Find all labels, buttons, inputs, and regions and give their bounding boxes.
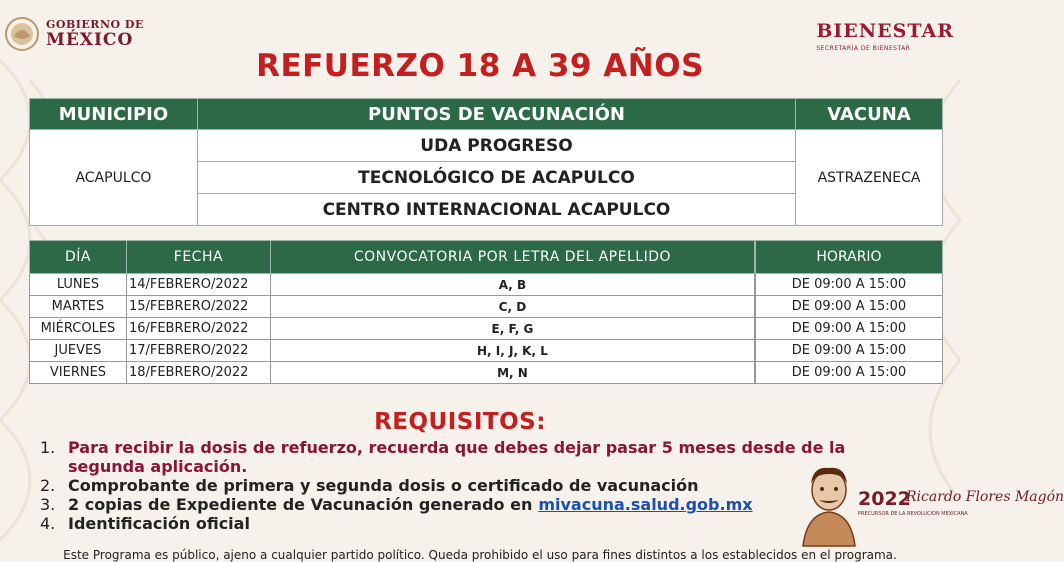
dia-cell: VIERNES [30,362,127,384]
year-text: 2022 [858,488,911,510]
mexico-seal-icon [4,16,40,52]
header-vacuna: VACUNA [796,99,943,130]
year-logo [858,488,1064,517]
header-puntos: PUNTOS DE VACUNACIÓN [197,99,795,130]
horario-cell: DE 09:00 A 15:00 [756,340,943,362]
punto-cell: TECNOLÓGICO DE ACAPULCO [197,162,795,194]
footer-disclaimer: Este Programa es público, ajeno a cualquier partido político. Queda prohibido el uso para fines distintos a los establecidos en el programa. [63,548,897,562]
punto-cell: UDA PROGRESO [197,130,795,162]
table-row [30,296,755,318]
schedule-header-row [30,241,755,274]
dia-cell: JUEVES [30,340,127,362]
horario-table [755,240,943,384]
item-number: 2. [40,476,56,495]
table-row [30,274,755,296]
header-fecha: FECHA [126,241,270,274]
header-dia: DÍA [30,241,127,274]
requisitos-title: REQUISITOS: [374,409,546,435]
horario-cell: DE 09:00 A 15:00 [756,318,943,340]
horario-header-row [756,241,943,274]
municipio-cell: ACAPULCO [30,130,198,226]
table-row [756,340,943,362]
table-row [30,340,755,362]
letras-cell: H, I, J, K, L [270,340,754,362]
horario-cell: DE 09:00 A 15:00 [756,296,943,318]
list-item [40,495,845,514]
flores-sub: PRECURSOR DE LA REVOLUCIÓN MEXICANA [858,511,968,517]
flores-name: Ricardo Flores Magón [906,489,1064,505]
bienestar-sub: SECRETARÍA DE BIENESTAR [816,45,911,52]
dia-cell: MARTES [30,296,127,318]
list-item [40,514,845,533]
dia-cell: LUNES [30,274,127,296]
horario-cell: DE 09:00 A 15:00 [756,274,943,296]
item-number: 3. [40,495,56,514]
fecha-cell: 14/FEBRERO/2022 [126,274,270,296]
table-row [30,362,755,384]
header-convocatoria: CONVOCATORIA POR LETRA DEL APELLIDO [270,241,754,274]
item-text: 2 copias de Expediente de Vacunación generado en [68,495,533,514]
page-title: REFUERZO 18 A 39 AÑOS [256,48,704,84]
sites-header-row [30,99,943,130]
table-row [756,362,943,384]
gobierno-mexico-logo [4,16,144,52]
table-row [756,296,943,318]
item-text: Identificación oficial [68,514,250,533]
vacuna-cell: ASTRAZENECA [796,130,943,226]
schedule-table [29,240,755,384]
item-number: 4. [40,514,56,533]
fecha-cell: 17/FEBRERO/2022 [126,340,270,362]
item-text-continued: segunda aplicación. [68,457,248,476]
sites-table [29,98,943,226]
header-municipio: MUNICIPIO [30,99,198,130]
table-row [30,130,943,162]
portrait-icon [797,462,861,546]
fecha-cell: 15/FEBRERO/2022 [126,296,270,318]
letras-cell: E, F, G [270,318,754,340]
item-text: Comprobante de primera y segunda dosis o certificado de vacunación [68,476,699,495]
letras-cell: A, B [270,274,754,296]
letras-cell: M, N [270,362,754,384]
list-item [40,457,845,476]
requisitos-list [40,438,845,533]
gobierno-line2: MÉXICO [46,30,134,50]
mivacuna-link[interactable]: mivacuna.salud.gob.mx [538,495,753,514]
gobierno-line1: GOBIERNO DE [46,18,144,31]
dia-cell: MIÉRCOLES [30,318,127,340]
letras-cell: C, D [270,296,754,318]
horario-cell: DE 09:00 A 15:00 [756,362,943,384]
punto-cell: CENTRO INTERNACIONAL ACAPULCO [197,194,795,226]
table-row [756,274,943,296]
header-horario: HORARIO [756,241,943,274]
list-item [40,438,845,457]
bienestar-title: BIENESTAR [816,20,954,42]
table-row [756,318,943,340]
table-row [30,318,755,340]
list-item [40,476,845,495]
fecha-cell: 18/FEBRERO/2022 [126,362,270,384]
item-number: 1. [40,438,56,457]
fecha-cell: 16/FEBRERO/2022 [126,318,270,340]
item-text: Para recibir la dosis de refuerzo, recuerda que debes dejar pasar 5 meses desde de la [68,438,846,457]
